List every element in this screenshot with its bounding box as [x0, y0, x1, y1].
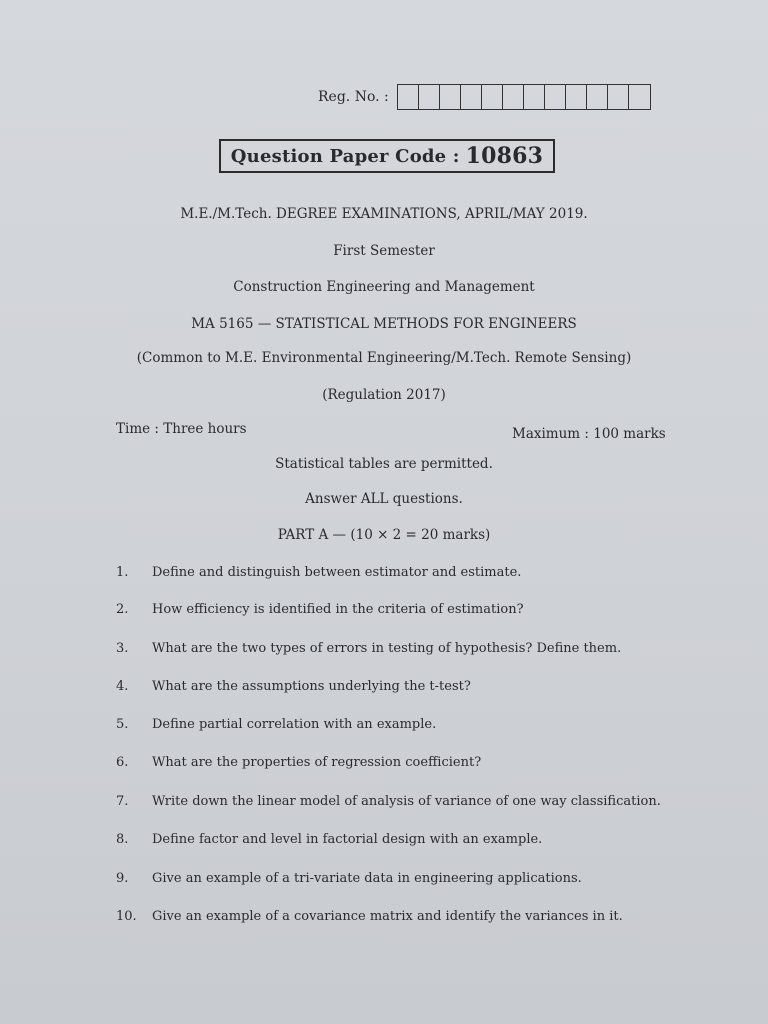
question-item	[116, 832, 672, 847]
reg-digit-box	[398, 85, 419, 109]
question-text: What are the properties of regression coefficient?	[152, 755, 482, 770]
question-item	[116, 641, 672, 656]
question-number: 3.	[116, 641, 129, 656]
reg-no-label: Reg. No. :	[318, 89, 389, 105]
question-number: 9.	[116, 871, 129, 886]
reg-no-boxes	[397, 84, 651, 110]
question-item	[116, 794, 672, 809]
reg-digit-box	[566, 85, 587, 109]
question-number: 8.	[116, 832, 129, 847]
question-item	[116, 679, 672, 694]
question-text: Write down the linear model of analysis of variance of one way classification.	[152, 794, 661, 809]
question-text: Give an example of a covariance matrix and identify the variances in it.	[152, 909, 623, 924]
reg-digit-box	[503, 85, 524, 109]
question-text: How efficiency is identified in the criteria of estimation?	[152, 602, 524, 617]
regulation: (Regulation 2017)	[322, 387, 446, 403]
semester: First Semester	[333, 243, 435, 259]
code-number: 10863	[465, 143, 544, 169]
reg-digit-box	[461, 85, 482, 109]
question-text: Define factor and level in factorial design with an example.	[152, 832, 543, 847]
question-number: 6.	[116, 755, 129, 770]
reg-digit-box	[482, 85, 503, 109]
question-item	[116, 909, 672, 924]
question-text: What are the two types of errors in testing of hypothesis? Define them.	[152, 641, 622, 656]
reg-digit-box	[440, 85, 461, 109]
part-a-heading: PART A — (10 × 2 = 20 marks)	[277, 527, 491, 543]
question-text: What are the assumptions underlying the t-test?	[152, 679, 471, 694]
question-number: 4.	[116, 679, 129, 694]
reg-digit-box	[629, 85, 650, 109]
registration-number	[318, 84, 651, 110]
time-allowed: Time : Three hours	[116, 421, 247, 437]
reg-digit-box	[419, 85, 440, 109]
question-number: 10.	[116, 909, 137, 924]
instruction-tables: Statistical tables are permitted.	[275, 456, 493, 472]
instruction-answer-all: Answer ALL questions.	[305, 491, 463, 507]
reg-digit-box	[587, 85, 608, 109]
code-label: Question Paper Code :	[230, 145, 460, 167]
reg-digit-box	[608, 85, 629, 109]
question-text: Define and distinguish between estimator and estimate.	[152, 565, 522, 580]
question-number: 5.	[116, 717, 129, 732]
maximum-marks: Maximum : 100 marks	[512, 426, 666, 442]
exam-title: M.E./M.Tech. DEGREE EXAMINATIONS, APRIL/MAY 2019.	[180, 206, 588, 222]
question-text: Define partial correlation with an example.	[152, 717, 437, 732]
question-item	[116, 717, 672, 732]
question-item	[116, 871, 672, 886]
question-item	[116, 565, 672, 580]
question-number: 7.	[116, 794, 129, 809]
branch: Construction Engineering and Management	[233, 279, 535, 295]
question-text: Give an example of a tri-variate data in engineering applications.	[152, 871, 582, 886]
question-item	[116, 602, 672, 617]
common-to: (Common to M.E. Environmental Engineering/M.Tech. Remote Sensing)	[136, 350, 632, 366]
question-number: 1.	[116, 565, 129, 580]
question-item	[116, 755, 672, 770]
question-paper-code	[219, 139, 555, 173]
reg-digit-box	[524, 85, 545, 109]
reg-digit-box	[545, 85, 566, 109]
subject-title: MA 5165 — STATISTICAL METHODS FOR ENGINEERS	[191, 316, 577, 332]
question-number: 2.	[116, 602, 129, 617]
